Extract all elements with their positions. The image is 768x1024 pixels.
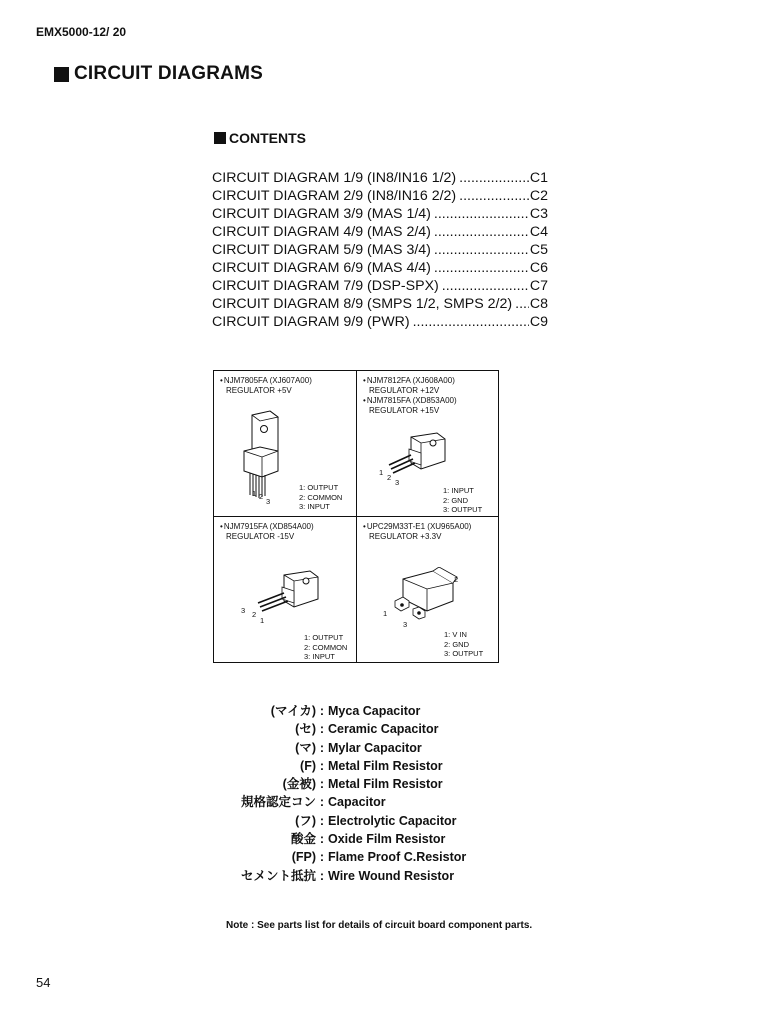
pin-label: 2 xyxy=(252,610,257,619)
toc-leader xyxy=(434,241,529,259)
toc-item-page: C4 xyxy=(529,224,548,240)
legend-row xyxy=(200,739,540,757)
toc-leader xyxy=(413,313,529,331)
toc-item-page: C6 xyxy=(529,260,548,276)
toc-item-label: CIRCUIT DIAGRAM 8/9 (SMPS 1/2, SMPS 2/2) xyxy=(212,296,513,312)
square-bullet-icon xyxy=(54,67,69,82)
pin-legend xyxy=(304,633,347,662)
component-caption xyxy=(363,522,471,542)
pin-label: 1 xyxy=(252,489,257,498)
page-number: 54 xyxy=(36,975,51,990)
pin-legend xyxy=(299,483,342,512)
pin-label: 3 xyxy=(241,606,246,615)
contents-heading-text: CONTENTS xyxy=(229,130,306,146)
toc-item[interactable] xyxy=(212,241,548,259)
toc-leader xyxy=(434,205,529,223)
model-number: EMX5000-12/ 20 xyxy=(36,25,127,39)
pin-label: 1 xyxy=(383,609,388,618)
pin-description: 2: GND xyxy=(443,495,469,505)
component-description: REGULATOR -15V xyxy=(226,532,295,541)
component-description: REGULATOR +12V xyxy=(369,386,440,395)
component-description: REGULATOR +5V xyxy=(226,386,292,395)
pin-description: 1: INPUT xyxy=(443,486,474,495)
pin-description: 2: COMMON xyxy=(304,642,348,652)
pin-description: 3: OUTPUT xyxy=(444,649,484,658)
toc-item[interactable] xyxy=(212,187,548,205)
component-part-number: • NJM7812FA (XJ608A00) xyxy=(363,376,455,385)
legend-row xyxy=(200,848,540,866)
toc-item-label: CIRCUIT DIAGRAM 4/9 (MAS 2/4) xyxy=(212,224,431,240)
legend-meaning: Wire Wound Resistor xyxy=(328,868,455,883)
legend-row xyxy=(200,830,540,848)
legend-symbol: (マイカ) xyxy=(270,704,316,718)
pin-description: 2: GND xyxy=(444,639,470,649)
dpak-package-icon xyxy=(381,567,461,627)
component-part-number: • UPC29M33T-E1 (XU965A00) xyxy=(363,522,471,531)
toc-item[interactable] xyxy=(212,169,548,187)
toc-item-label: CIRCUIT DIAGRAM 1/9 (IN8/IN16 1/2) xyxy=(212,170,457,186)
legend-meaning: Capacitor xyxy=(328,795,386,810)
toc-leader xyxy=(442,277,529,295)
legend-row xyxy=(200,867,540,885)
component-part-number: • NJM7815FA (XD853A00) xyxy=(363,396,457,405)
toc-item-label: CIRCUIT DIAGRAM 7/9 (DSP-SPX) xyxy=(212,278,439,294)
component-part-number: • NJM7915FA (XD854A00) xyxy=(220,522,314,531)
component-description: REGULATOR +15V xyxy=(369,406,440,415)
legend-row xyxy=(200,720,540,738)
toc-item-page: C9 xyxy=(529,314,548,330)
pin-label: 3 xyxy=(266,497,271,506)
toc-item-page: C3 xyxy=(529,206,548,222)
legend-symbol: 規格認定コン xyxy=(240,795,316,810)
toc-item[interactable] xyxy=(212,259,548,277)
pin-description: 2: COMMON xyxy=(299,492,343,502)
pin-label: 1 xyxy=(260,616,265,625)
component-cell-upc29m33t xyxy=(357,517,498,662)
legend-meaning: Metal Film Resistor xyxy=(328,777,443,792)
legend-symbol: (フ) xyxy=(295,813,316,828)
legend-symbol: (FP) xyxy=(291,850,316,865)
legend-row xyxy=(200,775,540,793)
legend-symbol: (金被) xyxy=(282,777,316,792)
parts-list-note: Note : See parts list for details of circuit board component parts. xyxy=(226,920,533,931)
toc-leader xyxy=(434,223,529,241)
component-symbol-legend xyxy=(200,702,540,885)
component-cell-7812-7815 xyxy=(357,371,498,517)
legend-symbol: (マ) xyxy=(295,740,316,755)
table-of-contents xyxy=(212,169,548,331)
pin-description: 1: OUTPUT xyxy=(304,633,344,642)
legend-separator: : xyxy=(319,795,325,810)
legend-separator: : xyxy=(319,868,325,883)
toc-leader xyxy=(515,295,529,313)
pin-label: 3 xyxy=(403,620,408,629)
toc-item-page: C7 xyxy=(529,278,548,294)
component-grid xyxy=(213,370,499,663)
toc-leader xyxy=(459,169,529,187)
legend-symbol: セメント抵抗 xyxy=(240,868,316,883)
toc-item-label: CIRCUIT DIAGRAM 3/9 (MAS 1/4) xyxy=(212,206,431,222)
toc-item[interactable] xyxy=(212,223,548,241)
toc-item-label: CIRCUIT DIAGRAM 6/9 (MAS 4/4) xyxy=(212,260,431,276)
legend-meaning: Metal Film Resistor xyxy=(328,758,443,773)
to220-horizontal-package-icon xyxy=(381,429,453,485)
square-bullet-icon xyxy=(214,132,226,144)
legend-row xyxy=(200,793,540,811)
toc-item-page: C2 xyxy=(529,188,548,204)
toc-item-label: CIRCUIT DIAGRAM 5/9 (MAS 3/4) xyxy=(212,242,431,258)
legend-separator: : xyxy=(319,850,325,865)
legend-meaning: Mylar Capacitor xyxy=(328,740,422,755)
legend-separator: : xyxy=(319,740,325,755)
section-title-text: CIRCUIT DIAGRAMS xyxy=(74,63,263,84)
legend-meaning: Flame Proof C.Resistor xyxy=(328,850,467,865)
toc-item-label: CIRCUIT DIAGRAM 9/9 (PWR) xyxy=(212,314,410,330)
pin-description: 3: INPUT xyxy=(299,502,330,511)
component-cell-7805 xyxy=(214,371,357,517)
toc-item-page: C1 xyxy=(529,170,548,186)
legend-row xyxy=(200,702,540,720)
pin-label: 2 xyxy=(387,473,392,482)
legend-separator: : xyxy=(319,832,325,847)
toc-item[interactable] xyxy=(212,313,548,331)
legend-meaning: Oxide Film Resistor xyxy=(328,832,446,847)
pin-label: 1 xyxy=(379,468,384,477)
to220-vertical-package-icon xyxy=(236,409,296,501)
toc-leader xyxy=(459,187,529,205)
pin-legend xyxy=(444,630,483,659)
pin-description: 1: V IN xyxy=(444,630,467,639)
toc-leader xyxy=(434,259,529,277)
component-caption xyxy=(363,376,457,416)
pin-label: 2 xyxy=(454,575,459,584)
pin-label: 3 xyxy=(395,478,400,487)
toc-item-page: C5 xyxy=(529,242,548,258)
toc-item-label: CIRCUIT DIAGRAM 2/9 (IN8/IN16 2/2) xyxy=(212,188,457,204)
toc-item[interactable] xyxy=(212,205,548,223)
legend-separator: : xyxy=(319,758,325,773)
legend-symbol: (F) xyxy=(300,758,316,773)
toc-item[interactable] xyxy=(212,295,548,313)
legend-row xyxy=(200,812,540,830)
pin-description: 3: OUTPUT xyxy=(443,505,483,514)
legend-meaning: Ceramic Capacitor xyxy=(328,722,439,737)
pin-description: 3: INPUT xyxy=(304,652,335,661)
legend-separator: : xyxy=(319,704,325,718)
toc-item-page: C8 xyxy=(529,296,548,312)
legend-symbol: (セ) xyxy=(295,722,316,737)
pin-legend xyxy=(443,486,482,515)
legend-separator: : xyxy=(319,813,325,828)
legend-meaning: Electrolytic Capacitor xyxy=(328,813,457,828)
legend-meaning: Myca Capacitor xyxy=(328,704,421,718)
section-title xyxy=(54,63,263,85)
legend-separator: : xyxy=(319,722,325,737)
component-cell-7915 xyxy=(214,517,357,662)
pin-description: 1: OUTPUT xyxy=(299,483,339,492)
component-caption xyxy=(220,376,312,396)
component-part-number: • NJM7805FA (XJ607A00) xyxy=(220,376,312,385)
toc-item[interactable] xyxy=(212,277,548,295)
legend-separator: : xyxy=(319,777,325,792)
contents-heading xyxy=(214,130,306,146)
component-description: REGULATOR +3.3V xyxy=(369,532,442,541)
pin-label: 2 xyxy=(259,492,264,501)
legend-symbol: 酸金 xyxy=(290,832,316,847)
legend-row xyxy=(200,757,540,775)
component-caption xyxy=(220,522,314,542)
